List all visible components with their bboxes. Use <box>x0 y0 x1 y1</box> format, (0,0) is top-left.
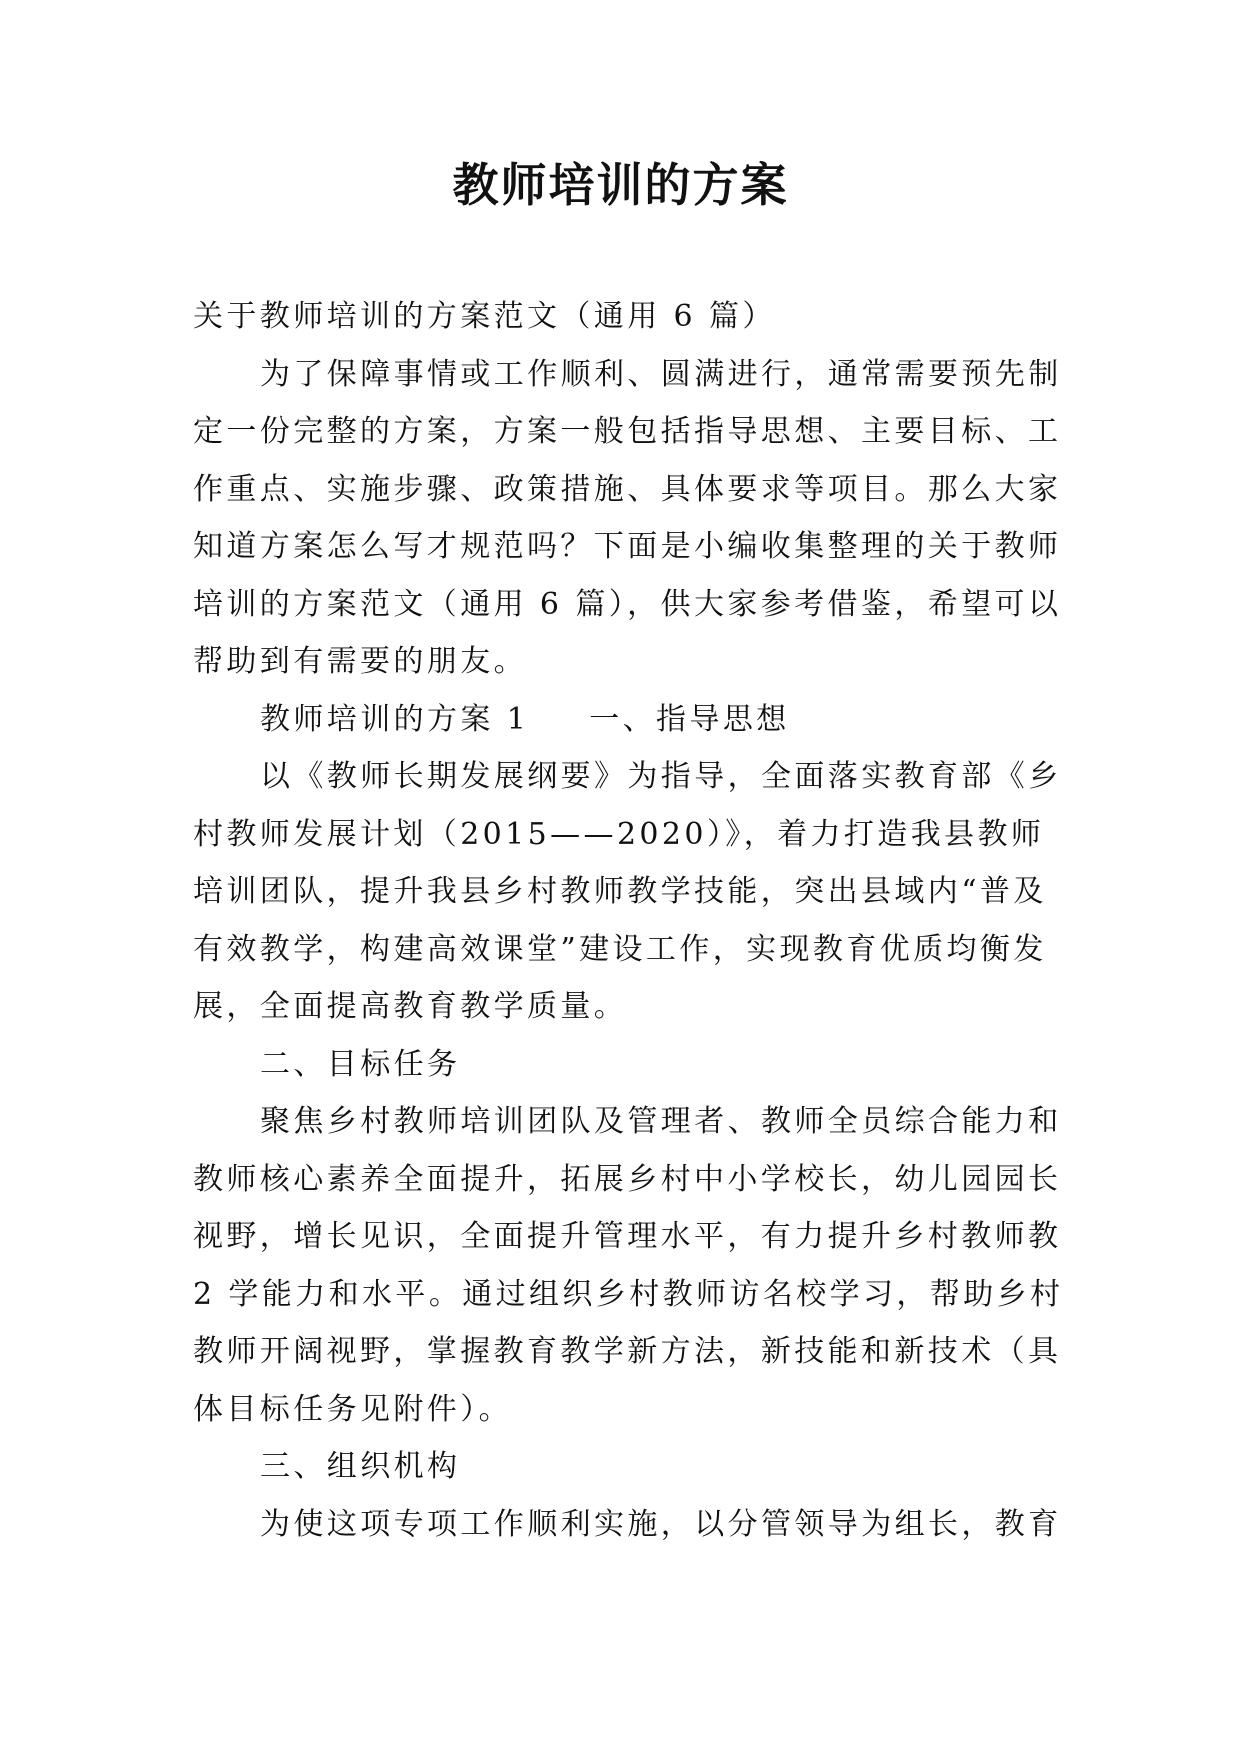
section-1-heading-line <box>193 691 1073 749</box>
heading-organization: 三、组织机构 <box>260 1449 461 1484</box>
paragraph-organization: 为使这项专项工作顺利实施，以分管领导为组长，教育 <box>260 1506 1062 1542</box>
document-title: 教师培训的方案 <box>452 158 789 212</box>
heading-objectives: 二、目标任务 <box>260 1046 461 1082</box>
paragraph-guiding-ideology: 以《教师长期发展纲要》为指导，全面落实教育部《乡村教师发展计划（2015——2020）》，着力打造我县教师培训团队，提升我县乡村教师教学技能，突出县域内“普及有效教学，构建高效课堂”建设工作，实现教育优质均衡发展，全面提高教育教学质量。 <box>193 759 1062 1024</box>
document-subtitle: 关于教师培训的方案范文（通用 6 篇） <box>193 299 776 334</box>
intro-paragraph: 为了保障事情或工作顺利、圆满进行，通常需要预先制定一份完整的方案，方案一般包括指导思想、主要目标、工作重点、实施步骤、政策措施、具体要求等项目。那么大家知道方案怎么写才规范吗？下面是小编收集整理的关于教师培训的方案范文（通用 6 篇），供大家参考借鉴，希望可以帮助到有需要的朋友。 <box>193 356 1062 679</box>
heading-guiding-ideology: 一、指导思想 <box>589 701 790 737</box>
document-body <box>193 288 1073 1553</box>
section-1-title: 教师培训的方案 1 <box>260 701 530 737</box>
paragraph-objectives: 聚焦乡村教师培训团队及管理者、教师全员综合能力和教师核心素养全面提升，拓展乡村中小学校长，幼儿园园长视野，增长见识，全面提升管理水平，有力提升乡村教师教 2 学能力和水平。通过组织乡村教师访名校学习，帮助乡村教师开阔视野，掌握教育教学新方法，新技能和新技术（具体目标任务见附件）。 <box>193 1104 1064 1427</box>
